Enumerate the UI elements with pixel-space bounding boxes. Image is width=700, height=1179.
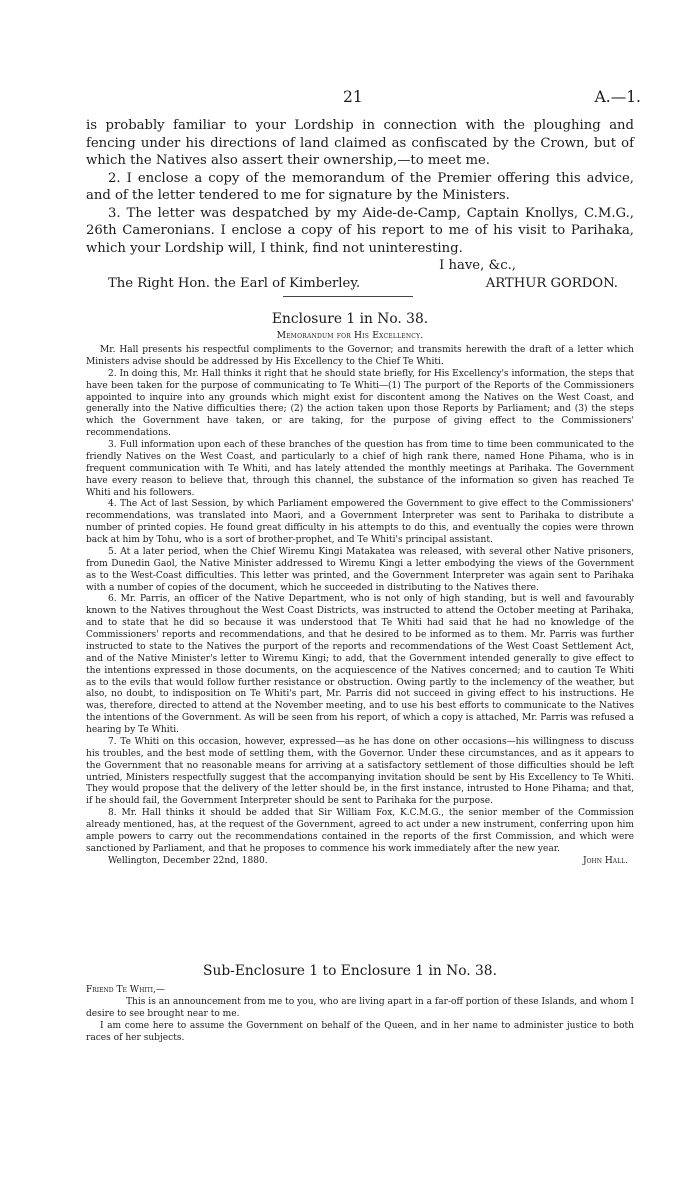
letter-paragraph: 2. I enclose a copy of the memorandum of the Premier offering this advice, and of the letter tendered to me for signature by the Ministers. xyxy=(86,170,634,203)
memorandum-body xyxy=(86,345,634,868)
sub-enclosure-body xyxy=(86,985,634,1045)
letter-body xyxy=(86,117,634,292)
memorandum-paragraph: 6. Mr. Parris, an officer of the Native Department, who is not only of high standing, but is well and favourably known to the Natives throughout the West Coast Districts, was instructed to attend the October meeting at Parihaka, and to state that he did so because it was understood that Te Whiti had said that he had no knowledge of the Commissioners' reports and recommendations, and that he desired to be informed as to them. Mr. Parris was further instructed to state to the Natives the purport of the reports and recommendations of the West Coast Settlement Act, and of the Native Minister's letter to Wiremu Kingi; to add, that the Government intended generally to give effect to the intentions expressed in those documents, on the acquiescence of the Natives concerned; and to caution Te Whiti as to the evils that would follow further resistance or obstruction. Owing partly to the inclemency of the weather, but also, no doubt, to indisposition on Te Whiti's part, Mr. Parris did not succeed in giving effect to his instructions. He was, therefore, directed to attend at the November meeting, and to use his best efforts to communicate to the Natives the intentions of the Government. As will be seen from his report, of which a copy is attached, Mr. Parris was refused a hearing by Te Whiti. xyxy=(86,594,634,735)
sub-enclosure-paragraph: This is an announcement from me to you, who are living apart in a far-off portion of these Islands, and whom I desire to see brought near to me. xyxy=(86,996,634,1019)
section-divider xyxy=(283,296,413,297)
memorandum-paragraph: 3. Full information upon each of these branches of the question has from time to time been communicated to the friendly Natives on the West Coast, and particularly to a chief of high rank there, named Hone Pihama, who is in frequent communication with Te Whiti, and has lately attended the monthly meetings at Parihaka. The Government have every reason to believe that, through this channel, the substance of the information so given has reached Te Whiti and his followers. xyxy=(86,440,634,498)
memorandum-paragraph: 4. The Act of last Session, by which Parliament empowered the Government to give effect to the Commissioners' recommendations, was translated into Maori, and a Government Interpreter was sent to Parihaka to distribute a number of printed copies. He found great difficulty in his attempts to do this, and eventually the copies were thrown back at him by Tohu, who is a sort of brother-prophet, and Te Whiti's principal assistant. xyxy=(86,499,634,545)
sub-enclosure-heading: Sub-Enclosure 1 to Enclosure 1 in No. 38. xyxy=(203,963,497,979)
letter-signature: ARTHUR GORDON. xyxy=(485,275,618,291)
letter-addressee: The Right Hon. the Earl of Kimberley. xyxy=(108,275,361,291)
page-number: 21 xyxy=(343,88,363,106)
memorandum-paragraph: 5. At a later period, when the Chief Wiremu Kingi Matakatea was released, with several other Native prisoners, from Dunedin Gaol, the Native Minister addressed to Wiremu Kingi a letter embodying the views of the Government as to the West-Coast difficulties. This letter was printed, and the Government Interpreter was again sent to Parihaka with a number of copies of the document, which he succeeded in distributing to the Natives there. xyxy=(86,546,634,593)
document-reference: A.—1. xyxy=(594,88,641,106)
sub-enclosure-paragraph: I am come here to assume the Government on behalf of the Queen, and in her name to administer justice to both races of her subjects. xyxy=(86,1020,634,1043)
memorandum-heading: Memorandum for His Excellency. xyxy=(276,330,424,341)
letter-paragraph: is probably familiar to your Lordship in connection with the ploughing and fencing under his directions of land claimed as confiscated by the Crown, but of which the Natives also assert their ownership,—to meet me. xyxy=(86,118,634,168)
memorandum-paragraph: Mr. Hall presents his respectful compliments to the Governor; and transmits herewith the draft of a letter which Ministers advise should be addressed by His Excellency to the Chief Te Whiti. xyxy=(86,345,634,367)
letter-paragraph: 3. The letter was despatched by my Aide-de-Camp, Captain Knollys, C.M.G., 26th Cameronians. I enclose a copy of his report to me of his visit to Parihaka, which your Lordship will, I think, find not uninteresting. xyxy=(86,205,634,256)
memorandum-place-date: Wellington, December 22nd, 1880. xyxy=(108,855,268,866)
letter-signature-row xyxy=(86,275,634,293)
memorandum-paragraph: 8. Mr. Hall thinks it should be added that Sir William Fox, K.C.M.G., the senior member of the Commission already mentioned, has, at the request of the Government, agreed to act under a new instrument, conferring upon him ample powers to carry out the recommendations contained in the reports of the first Commission, and which were sanctioned by Parliament, and that he proposes to commence his work immediately after the new year. xyxy=(86,808,634,854)
letter-closing: I have, &c., xyxy=(439,258,516,273)
enclosure-heading: Enclosure 1 in No. 38. xyxy=(271,311,429,327)
sub-enclosure-salutation: Friend Te Whiti,— xyxy=(86,985,165,995)
memorandum-signoff xyxy=(86,856,634,868)
memorandum-signature: John Hall. xyxy=(583,855,628,866)
memorandum-paragraph: 2. In doing this, Mr. Hall thinks it right that he should state briefly, for His Excellency's information, the steps that have been taken for the purpose of communicating to Te Whiti—(1) The purport of the Reports of the Commissioners appointed to inquire into any grounds which might exist for discontent among the Natives on the West Coast, and generally into the Native difficulties there; (2) the action taken upon those Reports by Parliament; and (3) the steps which the Government have taken, or are taking, for the purpose of giving effect to the Commissioners' recommendations. xyxy=(86,368,634,439)
memorandum-paragraph: 7. Te Whiti on this occasion, however, expressed—as he has done on other occasions—his willingness to discuss his troubles, and the best mode of settling them, with the Governor. Under these circumstances, and as it appears to the Government that no reasonable means for arriving at a satisfactory settlement of those difficulties should be left untried, Ministers respectfully suggest that the accompanying invitation should be sent by His Excellency to Te Whiti. They would propose that the delivery of the letter should be, in the first instance, intrusted to Hone Pihama; and that, if he should fail, the Government Interpreter should be sent to Parihaka for the purpose. xyxy=(86,736,634,807)
